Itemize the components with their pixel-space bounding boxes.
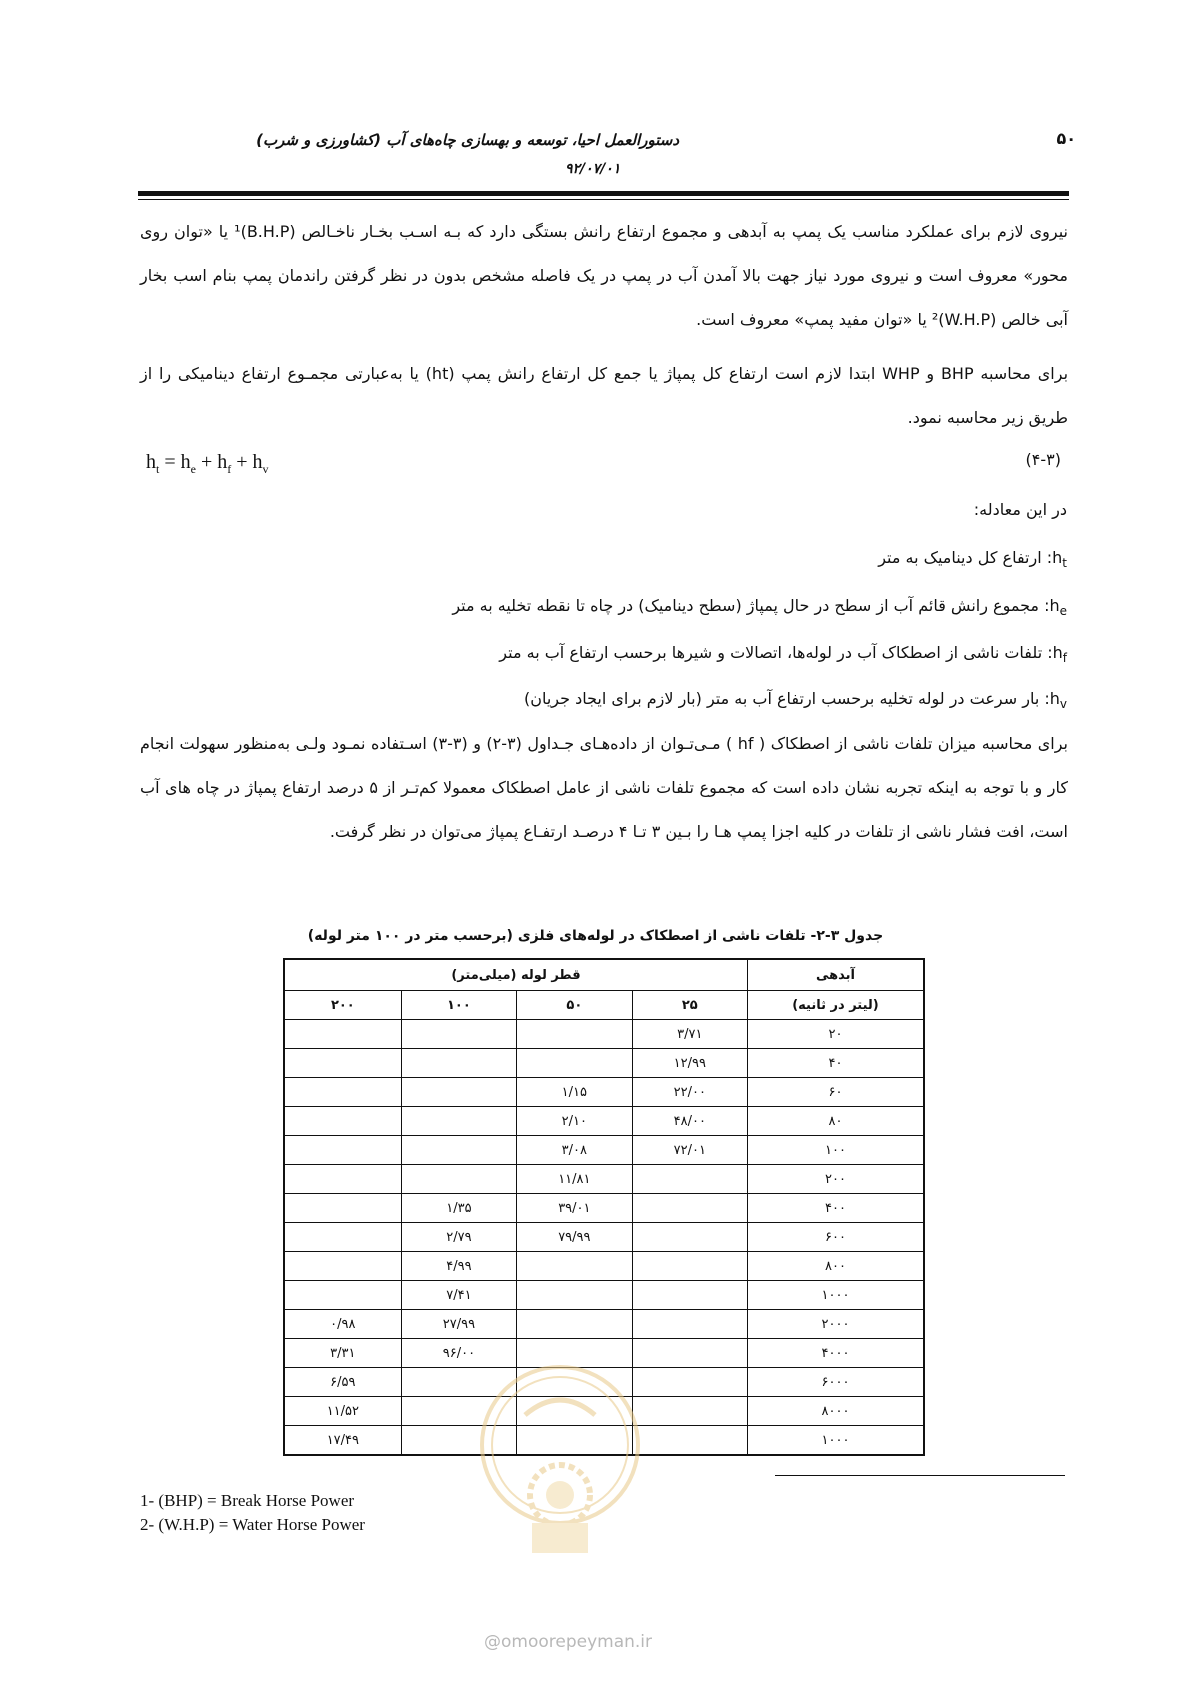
- symbol-h: h: [1049, 689, 1060, 708]
- cell-d100: ۷/۴۱: [401, 1281, 516, 1310]
- table-row: [284, 1165, 924, 1194]
- cell-d25: ۱۲/۹۹: [632, 1049, 747, 1078]
- eq-term3-sub: v: [262, 462, 269, 476]
- symbol-sub: v: [1059, 697, 1067, 712]
- cell-d50: [517, 1310, 632, 1339]
- symbol-sub: t: [1062, 556, 1067, 571]
- eq-lhs-sub: t: [156, 462, 160, 476]
- cell-d25: [632, 1252, 747, 1281]
- symbol-sub: f: [1062, 651, 1067, 666]
- table-row: [284, 1107, 924, 1136]
- cell-d50: ۲/۱۰: [517, 1107, 632, 1136]
- footnote-1: 1- (BHP) = Break Horse Power: [140, 1491, 355, 1510]
- cell-d100: ۹۶/۰۰: [401, 1339, 516, 1368]
- cell-d25: ۴۸/۰۰: [632, 1107, 747, 1136]
- cell-d200: ۱۷/۴۹: [284, 1426, 401, 1456]
- watermark-seal-logo: [470, 1345, 650, 1565]
- cell-flow: ۲۰۰: [748, 1165, 925, 1194]
- header-rule-thick: [138, 191, 1069, 196]
- cell-d50: ۷۹/۹۹: [517, 1223, 632, 1252]
- cell-flow: ۸۰۰: [748, 1252, 925, 1281]
- definition-he: [452, 596, 1067, 618]
- definition-text: : ارتفاع کل دینامیک به متر: [878, 548, 1053, 567]
- paragraph-total-head: برای محاسبه BHP و WHP ابتدا لازم است ارتفاع کل پمپاژ یا جمع کل ارتفاع رانش پمپ (ht) یا به‌عبارتی مجمـوع ارتفاع دینامیکی را از طریق زیر محاسبه نمود.: [140, 364, 1069, 427]
- watermark-site: @omoorepeyman.ir: [484, 1632, 653, 1652]
- cell-flow: ۲۰۰۰: [748, 1310, 925, 1339]
- table-row: [284, 1223, 924, 1252]
- cell-d100: ۲/۷۹: [401, 1223, 516, 1252]
- paragraph-friction-losses: برای محاسبه میزان تلفات ناشی از اصطکاک ( hf ) مـی‌تـوان از داده‌هـای جـداول (۳-۲) و (۳-۳) اسـتفاده نمـود ولـی به‌منظور سهولت انجام کار و با توجه به اینکه تجربه نشان داده است که مجموع تلفات ناشی از عامل اصطکاک معمولا کم‌تـر از ۵ درصد ارتفاع پمپاژ در چاه های آب است، افت فشار ناشی از تلفات در کلیه اجزا پمپ هـا را بـین ۳ تـا ۴ درصـد ارتفـاع پمپاژ می‌توان در نظر گرفت.: [140, 734, 1069, 841]
- cell-d25: [632, 1165, 747, 1194]
- cell-d25: [632, 1310, 747, 1339]
- table-row: [284, 1078, 924, 1107]
- eq-term2-sub: f: [227, 462, 232, 476]
- cell-d100: ۱/۳۵: [401, 1194, 516, 1223]
- header-d50: ۵۰: [517, 991, 632, 1020]
- cell-d100: ۲۷/۹۹: [401, 1310, 516, 1339]
- cell-d200: [284, 1252, 401, 1281]
- definitions-intro: در این معادله:: [973, 500, 1067, 519]
- running-header-title: دستورالعمل احیا، توسعه و بهسازی چاه‌های آب (کشاورزی و شرب): [256, 131, 679, 149]
- cell-d100: [401, 1107, 516, 1136]
- table-row: [284, 1136, 924, 1165]
- cell-d200: ۰/۹۸: [284, 1310, 401, 1339]
- cell-d25: ۳/۷۱: [632, 1020, 747, 1049]
- header-d200: ۲۰۰: [284, 991, 401, 1020]
- cell-d200: [284, 1223, 401, 1252]
- cell-flow: ۸۰۰۰: [748, 1397, 925, 1426]
- symbol-h: h: [1052, 548, 1063, 567]
- watermark-site-text: omoorepeyman.ir: [501, 1632, 653, 1652]
- page-number: ۵۰: [1056, 129, 1076, 148]
- cell-d25: ۷۲/۰۱: [632, 1136, 747, 1165]
- footnote-2: 2- (W.H.P) = Water Horse Power: [140, 1515, 365, 1534]
- cell-d200: ۳/۳۱: [284, 1339, 401, 1368]
- definition-ht: [878, 548, 1067, 570]
- header-diameter: قطر لوله (میلی‌متر): [284, 959, 748, 991]
- cell-flow: ۶۰۰: [748, 1223, 925, 1252]
- cell-flow: ۸۰: [748, 1107, 925, 1136]
- cell-d100: [401, 1020, 516, 1049]
- table-caption: جدول ۳-۲- تلفات ناشی از اصطکاک در لوله‌های فلزی (برحسب متر در ۱۰۰ متر لوله): [307, 928, 884, 944]
- cell-d200: [284, 1020, 401, 1049]
- footnote-rule: [775, 1475, 1065, 1476]
- table-row: [284, 1281, 924, 1310]
- equation-number: (۴-۳): [1025, 450, 1061, 469]
- cell-d25: [632, 1223, 747, 1252]
- cell-flow: ۴۰: [748, 1049, 925, 1078]
- header-flow: آبدهی: [748, 959, 925, 991]
- header-date: ۹۲/۰۷/۰۱: [565, 161, 621, 177]
- cell-d50: ۳۹/۰۱: [517, 1194, 632, 1223]
- definition-text: : بار سرعت در لوله تخلیه برحسب ارتفاع آب به متر (بار لازم برای ایجاد جریان): [523, 689, 1050, 708]
- cell-d100: ۴/۹۹: [401, 1252, 516, 1281]
- cell-d200: [284, 1078, 401, 1107]
- cell-d50: [517, 1020, 632, 1049]
- cell-d25: ۲۲/۰۰: [632, 1078, 747, 1107]
- cell-d200: [284, 1136, 401, 1165]
- table-row: [284, 1252, 924, 1281]
- cell-d100: [401, 1165, 516, 1194]
- symbol-h: h: [1052, 643, 1063, 662]
- cell-d200: [284, 1281, 401, 1310]
- cell-flow: ۴۰۰: [748, 1194, 925, 1223]
- symbol-h: h: [1049, 596, 1060, 615]
- cell-d200: ۱۱/۵۲: [284, 1397, 401, 1426]
- header-flow-unit: (لیتر در ثانیه): [748, 991, 925, 1020]
- eq-term3: + h: [231, 451, 263, 473]
- cell-d100: [401, 1078, 516, 1107]
- cell-flow: ۱۰۰: [748, 1136, 925, 1165]
- equation-total-head: [146, 451, 269, 477]
- eq-lhs: h: [146, 451, 156, 473]
- eq-term2: + h: [195, 451, 228, 473]
- header-rule-thin: [138, 199, 1069, 200]
- cell-d200: ۶/۵۹: [284, 1368, 401, 1397]
- cell-d50: ۱/۱۵: [517, 1078, 632, 1107]
- cell-d100: [401, 1136, 516, 1165]
- eq-term1-sub: e: [190, 462, 196, 476]
- table-row: [284, 1310, 924, 1339]
- cell-d200: [284, 1049, 401, 1078]
- cell-d200: [284, 1165, 401, 1194]
- cell-d200: [284, 1194, 401, 1223]
- symbol-sub: e: [1059, 604, 1067, 619]
- header-d100: ۱۰۰: [401, 991, 516, 1020]
- cell-flow: ۱۰۰۰: [748, 1426, 925, 1456]
- paragraph-pump-power: نیروی لازم برای عملکرد مناسب یک پمپ به آبدهی و مجموع ارتفاع رانش بستگی دارد که بـه اسـب بخـار ناخـالص (B.H.P)¹ یا «توان روی محور» معروف است و نیروی مورد نیاز جهت بالا آمدن آب در پمپ در یک فاصله مشخص بدون در نظر گرفتن راندمان پمپ بنام اسب بخار آبی خالص (W.H.P)² یا «توان مفید پمپ» معروف است.: [140, 222, 1068, 329]
- table-row: [284, 1194, 924, 1223]
- cell-d200: [284, 1107, 401, 1136]
- definition-text: : مجموع رانش قائم آب از سطح در حال پمپاژ (سطح دینامیک) در چاه تا نقطه تخلیه به متر: [452, 596, 1050, 615]
- definition-hf: [499, 643, 1067, 665]
- eq-term1: = h: [159, 451, 191, 473]
- table-row: [284, 1020, 924, 1049]
- cell-d100: [401, 1049, 516, 1078]
- cell-flow: ۴۰۰۰: [748, 1339, 925, 1368]
- cell-d50: ۳/۰۸: [517, 1136, 632, 1165]
- cell-d50: [517, 1049, 632, 1078]
- table-row: [284, 1049, 924, 1078]
- cell-d25: [632, 1194, 747, 1223]
- definition-hv: [524, 689, 1067, 711]
- cell-d50: ۱۱/۸۱: [517, 1165, 632, 1194]
- cell-flow: ۶۰۰۰: [748, 1368, 925, 1397]
- cell-d50: [517, 1281, 632, 1310]
- header-d25: ۲۵: [632, 991, 747, 1020]
- cell-flow: ۶۰: [748, 1078, 925, 1107]
- cell-flow: ۱۰۰۰: [748, 1281, 925, 1310]
- cell-flow: ۲۰: [748, 1020, 925, 1049]
- cell-d50: [517, 1252, 632, 1281]
- definition-text: : تلفات ناشی از اصطکاک آب در لوله‌ها، اتصالات و شیرها برحسب ارتفاع آب به متر: [499, 643, 1053, 662]
- cell-d25: [632, 1281, 747, 1310]
